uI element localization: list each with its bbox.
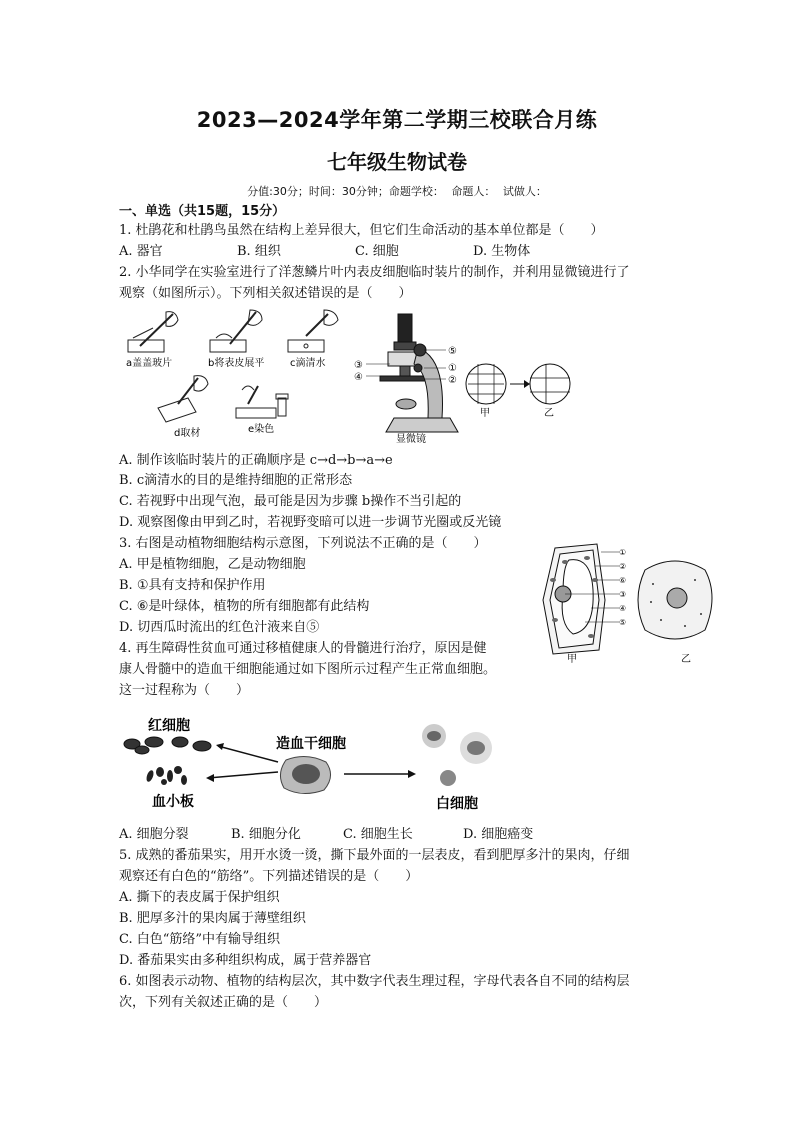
q4-option-a: A. 细胞分裂 (119, 827, 189, 842)
q3-option-b: B. ①具有支持和保护作用 (119, 578, 266, 593)
microscope-label-1: ① (448, 363, 457, 374)
arrow-to-rbc-head (216, 743, 224, 750)
view-yi-label: 乙 (544, 408, 554, 419)
arrow-to-platelet (208, 772, 278, 778)
view-jia-drawing (466, 364, 506, 404)
q4-stem-2: 康人骨髓中的造血干细胞能通过如下图所示过程产生正常血细胞。 (119, 662, 497, 677)
cell-label-2: ② (619, 562, 627, 571)
step-b-label: b将表皮展平 (208, 358, 265, 369)
q5-option-a: A. 撕下的表皮属于保护组织 (119, 890, 280, 905)
q1-option-c: C. 细胞 (355, 244, 399, 259)
view-jia-label: 甲 (480, 408, 490, 419)
q4-option-b: B. 细胞分化 (231, 827, 301, 842)
q4-stem-3: 这一过程称为（ ） (119, 683, 250, 698)
q1-stem: 1. 杜鹃花和杜鹃鸟虽然在结构上差异很大，但它们生命活动的基本单位都是（ ） (119, 223, 604, 238)
microscope-caption: 显微镜 (396, 434, 426, 445)
plant-cell-drawing (543, 544, 605, 654)
q5-option-d: D. 番茄果实由多种组织构成，属于营养器官 (119, 953, 372, 968)
step-a-label: a盖盖玻片 (126, 358, 173, 369)
q1-option-b: B. 组织 (237, 244, 281, 259)
q2-stem-2: 观察（如图所示）。下列相关叙述错误的是（ ） (119, 286, 412, 301)
q3-option-d: D. 切西瓜时流出的红色汁液来自⑤ (119, 620, 320, 635)
q4-blood-figure (118, 712, 518, 822)
q1-option-a: A. 器官 (119, 244, 163, 259)
step-c-label: c滴清水 (290, 358, 326, 369)
platelet-label: 血小板 (152, 794, 194, 810)
q2-option-a: A. 制作该临时装片的正确顺序是 c→d→b→a→e (119, 453, 393, 468)
step-e-label: e染色 (248, 424, 275, 435)
cell-label-4: ④ (619, 604, 627, 613)
animal-cell-drawing (638, 561, 712, 639)
cell-label-5: ⑤ (619, 618, 627, 627)
view-arrow-head (524, 380, 530, 388)
q4-option-c: C. 细胞生长 (343, 827, 413, 842)
rbc-label: 红细胞 (148, 718, 190, 734)
cell-label-1: ① (619, 548, 627, 557)
stem-cell-label: 造血干细胞 (276, 736, 346, 752)
q1-option-d: D. 生物体 (473, 244, 531, 259)
q2-option-d: D. 观察图像由甲到乙时，若视野变暗可以进一步调节光圈或反光镜 (119, 515, 502, 530)
q2-stem-1: 2. 小华同学在实验室进行了洋葱鳞片叶内表皮细胞临时装片的制作，并利用显微镜进行了 (119, 265, 630, 280)
q2-figure (118, 308, 578, 448)
rbc-drawing (124, 737, 211, 754)
q3-option-a: A. 甲是植物细胞，乙是动物细胞 (119, 557, 306, 572)
q5-option-c: C. 白色“筋络”中有输导组织 (119, 932, 281, 947)
plant-cell-label: 甲 (567, 654, 577, 665)
microscope-label-2: ② (448, 375, 457, 386)
q4-option-d: D. 细胞癌变 (463, 827, 534, 842)
step-b-drawing (210, 310, 262, 352)
q5-option-b: B. 肥厚多汁的果肉属于薄壁组织 (119, 911, 306, 926)
q4-options (119, 826, 533, 844)
arrow-to-platelet-head (206, 774, 214, 782)
q3-option-c: C. ⑥是叶绿体，植物的所有细胞都有此结构 (119, 599, 370, 614)
step-a-drawing (128, 312, 178, 352)
arrow-to-rbc (218, 746, 278, 762)
q5-stem-2: 观察还有白色的“筋络”。下列描述错误的是（ ） (119, 869, 419, 884)
wbc-drawing (422, 724, 492, 786)
exam-subtitle: 七年级生物试卷 (327, 150, 467, 174)
cell-label-3: ③ (619, 590, 627, 599)
step-d-label: d取材 (174, 428, 201, 439)
q6-stem-1: 6. 如图表示动物、植物的结构层次，其中数字代表生理过程，字母代表各自不同的结构层 (119, 974, 630, 989)
q3-stem: 3. 右图是动植物细胞结构示意图，下列说法不正确的是（ ） (119, 536, 487, 551)
microscope-label-4: ④ (354, 372, 363, 383)
wbc-label: 白细胞 (436, 796, 478, 812)
platelet-drawing (145, 766, 187, 785)
microscope-label-3: ③ (354, 360, 363, 371)
microscope-drawing (380, 314, 458, 432)
section-title: 一、单选（共15题，15分） (119, 204, 286, 219)
q5-stem-1: 5. 成熟的番茄果实，用开水烫一烫，撕下最外面的一层表皮，看到肥厚多汁的果肉，仔细 (119, 848, 630, 863)
q6-stem-2: 次，下列有关叙述正确的是（ ） (119, 995, 328, 1010)
animal-cell-label: 乙 (681, 654, 691, 665)
step-e-drawing (236, 386, 288, 418)
view-yi-drawing (530, 364, 570, 404)
exam-title: 2023—2024学年第二学期三校联合月练 (196, 108, 598, 132)
step-d-drawing (158, 376, 208, 422)
q3-cell-figure (535, 540, 725, 665)
cell-label-6: ⑥ (619, 576, 627, 585)
microscope-label-5: ⑤ (448, 346, 457, 357)
q1-options (119, 243, 530, 261)
step-c-drawing (288, 310, 338, 352)
arrow-to-wbc-head (408, 770, 416, 778)
exam-meta: 分值:30分；时间：30分钟；命题学校： 命题人： 试做人： (247, 185, 547, 198)
q2-option-b: B. c滴清水的目的是维持细胞的正常形态 (119, 473, 353, 488)
q2-option-c: C. 若视野中出现气泡，最可能是因为步骤 b操作不当引起的 (119, 494, 462, 509)
stem-cell-drawing (280, 756, 330, 793)
q4-stem-1: 4. 再生障碍性贫血可通过移植健康人的骨髓进行治疗，原因是健 (119, 641, 487, 656)
